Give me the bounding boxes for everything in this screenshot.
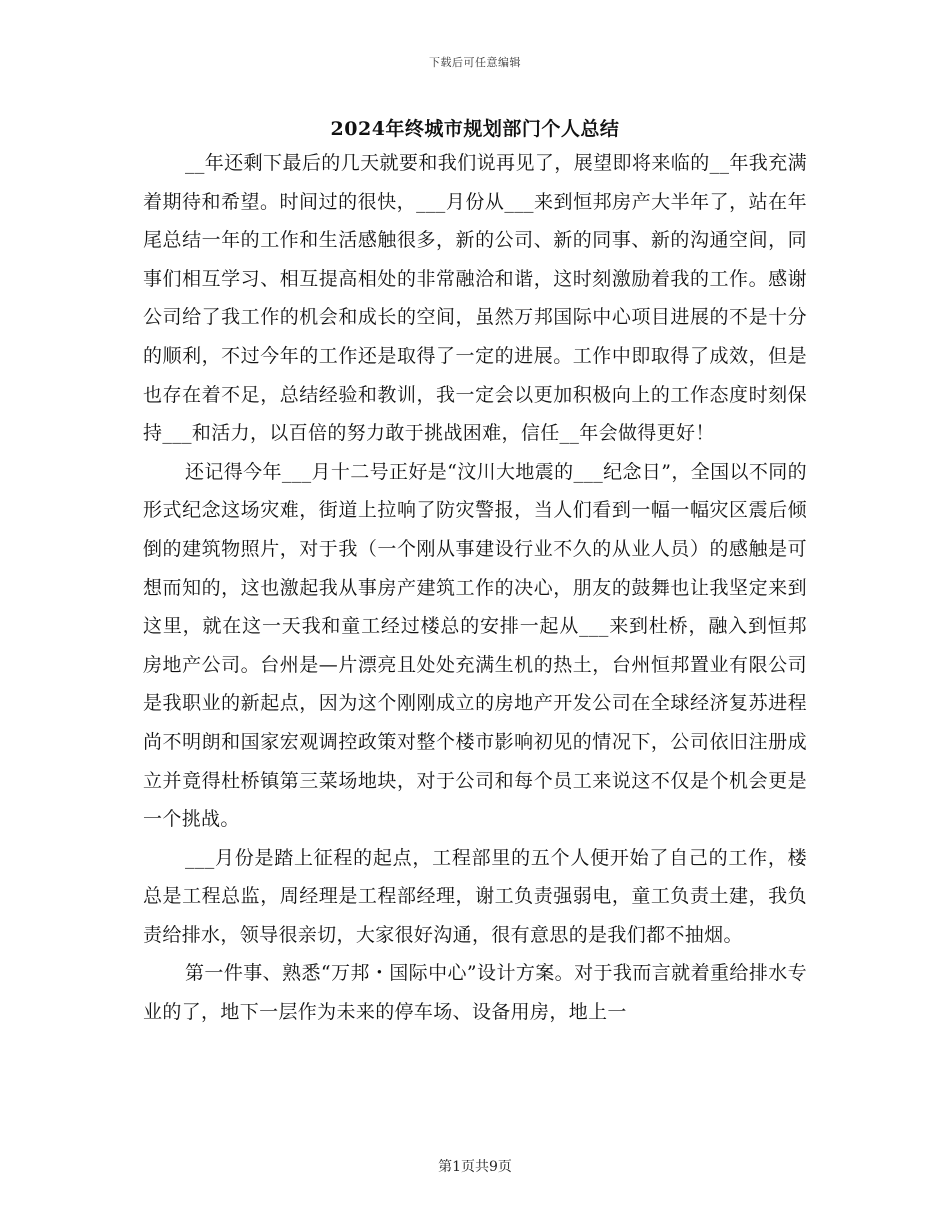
paragraph: 第一件事、熟悉“万邦・国际中心”设计方案。对于我而言就着重给排水专业的了，地下一层作为未来的停车场、设备用房，地上一 — [143, 962, 807, 1024]
document-title: 2024年终城市规划部门个人总结 — [330, 118, 620, 140]
paragraph: ___月份是踏上征程的起点，工程部里的五个人便开始了自己的工作，楼总是工程总监，周经理是工程部经理，谢工负责强弱电，童工负责土建，我负责给排水，领导很亲切，大家很好沟通，很有意思的是我们都不抽烟。 — [143, 846, 807, 946]
header-note: 下载后可任意编辑 — [429, 56, 521, 69]
document-body — [143, 144, 807, 1032]
page-number: 第1页共9页 — [438, 1159, 512, 1175]
paragraph: 还记得今年___月十二号正好是“汶川大地震的___纪念日”，全国以不同的形式纪念这场灾难，街道上拉响了防灾警报，当人们看到一幅一幅灾区震后倾倒的建筑物照片，对于我（一个刚从事建设行业不久的从业人员）的感触是可想而知的，这也激起我从事房产建筑工作的决心，朋友的鼓舞也让我坚定来到这里，就在这一天我和童工经过楼总的安排一起从___来到杜桥，融入到恒邦房地产公司。台州是—片漂亮且处处充满生机的热土，台州恒邦置业有限公司是我职业的新起点，因为这个刚刚成立的房地产开发公司在全球经济复苏进程尚不明朗和国家宏观调控政策对整个楼市影响初见的情况下，公司依旧注册成立并竟得杜桥镇第三菜场地块，对于公司和每个员工来说这不仅是个机会更是一个挑战。 — [143, 460, 807, 831]
paragraph: __年还剩下最后的几天就要和我们说再见了，展望即将来临的__年我充满着期待和希望。时间过的很快，___月份从___来到恒邦房产大半年了，站在年尾总结一年的工作和生活感触很多，新的公司、新的同事、新的沟通空间，同事们相互学习、相互提高相处的非常融洽和谐，这时刻激励着我的工作。感谢公司给了我工作的机会和成长的空间，虽然万邦国际中心项目进展的不是十分的顺利，不过今年的工作还是取得了一定的进展。工作中即取得了成效，但是也存在着不足，总结经验和教训，我一定会以更加积极向上的工作态度时刻保持___和活力，以百倍的努力敢于挑战困难，信任__年会做得更好！ — [143, 152, 807, 445]
